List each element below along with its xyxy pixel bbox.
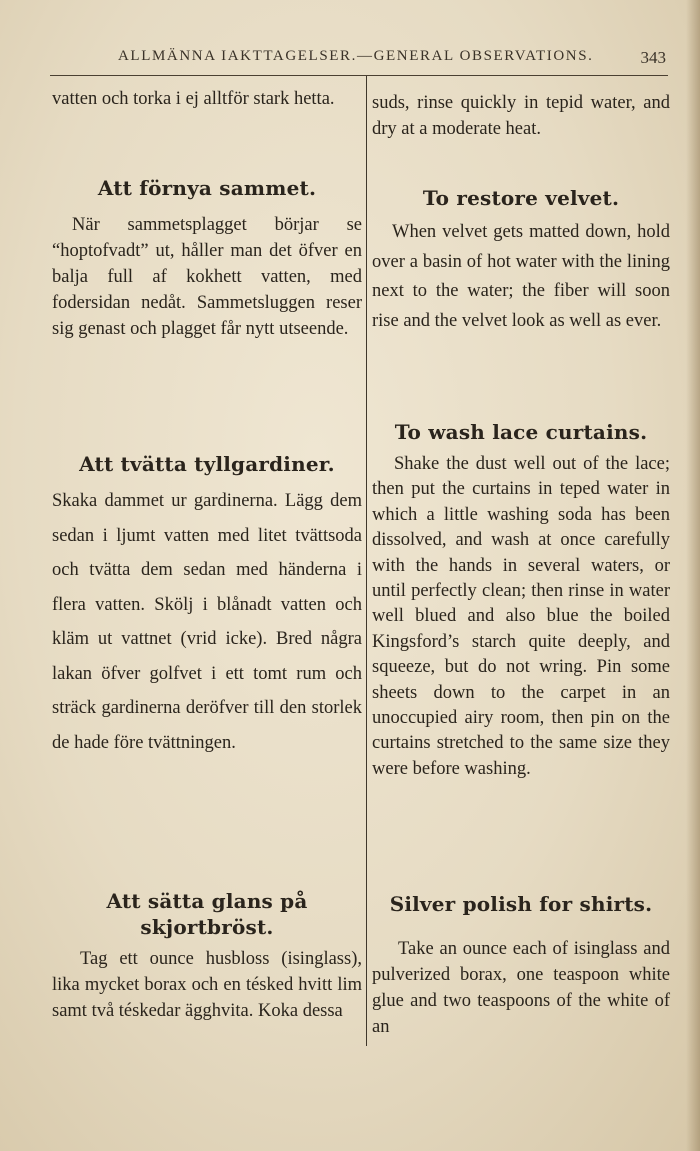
right-intro-text: suds, rinse quickly in tepid water, and dry at a moderate heat.	[372, 93, 670, 139]
left-body-curtains: Skaka dammet ur gardinerna. Lägg dem sedan i ljumt vatten med litet tvättsoda och tvätta dem sedan med händerna i flera vatten. Skölj i blånadt vatten och kläm ut vattnet (vrid icke). Bred några lakan öfver golfvet i ett tomt rum och sträck gardinerna deröfver till den storlek de hade före tvättningen.	[52, 491, 362, 753]
left-heading-curtains: Att tvätta tyllgardiner.	[79, 452, 335, 476]
right-body-velvet: When velvet gets matted down, hold over a basin of hot water with the lining next to the water; the fiber will soon rise and the velvet look as well as ever.	[372, 222, 670, 331]
left-heading-shirts: Att sätta glans på skjortbröst.	[106, 889, 308, 939]
running-title: ALLMÄNNA IAKTTAGELSER.—GENERAL OBSERVATIONS.	[118, 48, 594, 64]
page-number: 343	[640, 48, 666, 67]
left-body-velvet: När sammetsplagget börjar se “hoptofvadt” ut, håller man det öfver en balja full af kokhett vatten, med fodersidan nedåt. Sammetsluggen reser sig genast och plagget får nytt utseende.	[52, 215, 362, 339]
right-heading-velvet: To restore velvet.	[422, 186, 620, 210]
header-rule	[50, 75, 668, 76]
running-header	[118, 48, 678, 74]
page-edge-shadow	[686, 0, 700, 1151]
right-body-shirts: Take an ounce each of isinglass and pulverized borax, one teaspoon white glue and two teaspoons of the white of an	[372, 939, 670, 1037]
right-heading-curtains: To wash lace curtains.	[394, 420, 648, 444]
left-intro-text: vatten och torka i ej alltför stark hetta.	[52, 89, 335, 109]
right-body-curtains: Shake the dust well out of the lace; then put the curtains in teped water in which a little washing soda has been dissolved, and wash at once carefully with the hands in several waters, or until perfectly clean; then rinse in water well blued and also blue the boiled Kingsford’s starch quite deeply, and squeeze, but do not wring. Pin some sheets down to the carpet in an unoccupied airy room, then pin on the curtains stretched to the same size they were before washing.	[372, 454, 670, 779]
left-body-shirts: Tag ett ounce husbloss (isinglass), lika mycket borax och en tésked hvitt lim samt två téskedar ägghvita. Koka dessa	[52, 949, 362, 1021]
column-divider	[366, 76, 367, 1046]
right-heading-shirts: Silver polish for shirts.	[389, 892, 653, 916]
left-heading-velvet: Att förnya sammet.	[97, 176, 317, 200]
